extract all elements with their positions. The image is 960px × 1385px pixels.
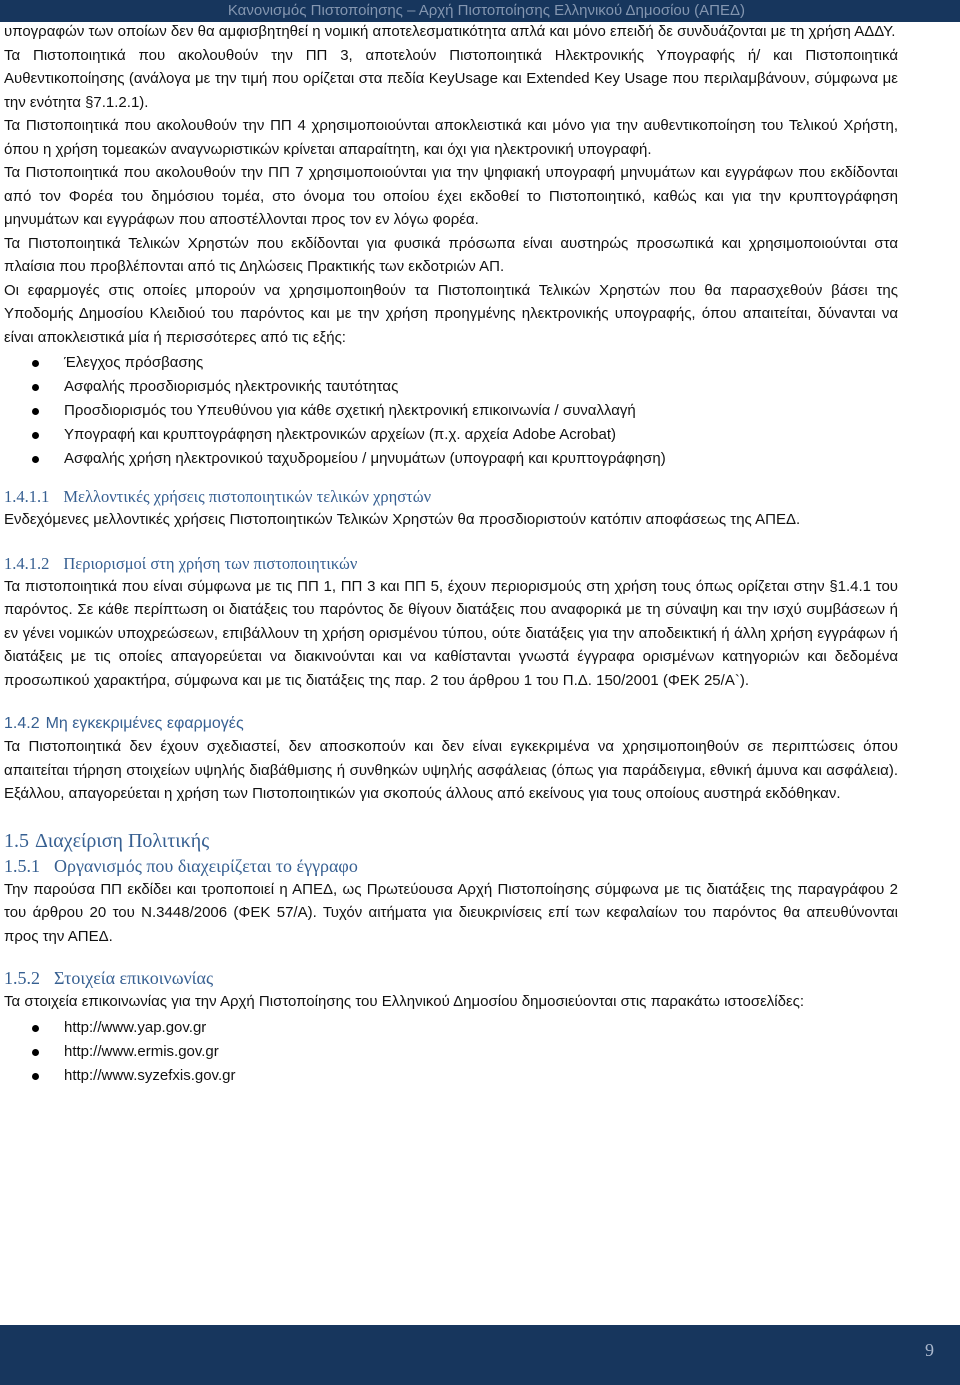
- document-body: [4, 20, 898, 1088]
- section-title: Μελλοντικές χρήσεις πιστοποιητικών τελικών χρηστών: [63, 487, 432, 506]
- list-item: [4, 399, 898, 423]
- bullet-icon: [32, 456, 39, 463]
- list-item: [4, 351, 898, 375]
- section-number: 1.4.1.1: [4, 487, 50, 506]
- bullet-icon: [32, 384, 39, 391]
- list-item-text: Προσδιορισμός του Υπευθύνου για κάθε σχετική ηλεκτρονική επικοινωνία / συναλλαγή: [64, 402, 636, 419]
- paragraph: Τα στοιχεία επικοινωνίας για την Αρχή Πιστοποίησης του Ελληνικού Δημοσίου δημοσιεύονται στις παρακάτω ιστοσελίδες:: [4, 993, 805, 1010]
- paragraph: υπογραφών των οποίων δεν θα αμφισβητηθεί η νομική αποτελεσματικότητα απλά και μόνο επειδή δε συνδυάζονται με τη χρήση ΑΔΔΥ.: [4, 23, 896, 40]
- running-title: Κανονισμός Πιστοποίησης – Αρχή Πιστοποίησης Ελληνικού Δημοσίου (ΑΠΕΔ): [227, 2, 745, 19]
- list-item-text: Ασφαλής προσδιορισμός ηλεκτρονικής ταυτότητας: [64, 378, 399, 395]
- list-item: [4, 1040, 898, 1064]
- website-link[interactable]: http://www.ermis.gov.gr: [64, 1042, 219, 1060]
- section-title: Οργανισμός που διαχειρίζεται το έγγραφο: [54, 855, 358, 876]
- section-heading-1-5-2: [4, 966, 898, 990]
- paragraph: Την παρούσα ΠΠ εκδίδει και τροποποιεί η ΑΠΕΔ, ως Πρωτεύουσα Αρχή Πιστοποίησης σύμφωνα με τις διατάξεις της παραγράφου 2 του άρθρου 20 του Ν.3448/2006 (ΦΕΚ 57/Α). Τυχόν αιτήματα για διευκρινίσεις επί των κεφαλαίων του παρόντος θα απευθύνονται προς την ΑΠΕΔ.: [4, 880, 898, 945]
- uses-list: [4, 351, 898, 471]
- section-heading-1-4-2: [4, 712, 898, 735]
- section-heading-1-5-1: [4, 854, 898, 878]
- website-link[interactable]: http://www.syzefxis.gov.gr: [64, 1066, 236, 1084]
- section-heading-1-4-1-2: [4, 552, 898, 575]
- bullet-icon: [32, 1025, 39, 1032]
- section-title: Περιορισμοί στη χρήση των πιστοποιητικών: [63, 553, 358, 573]
- page-number: 9: [925, 1340, 934, 1360]
- paragraph: Τα Πιστοποιητικά Τελικών Χρηστών που εκδίδονται για φυσικά πρόσωπα είναι αυστηρώς προσωπικά και χρησιμοποιούνται στα πλαίσια που προβλέπονται από τις Δηλώσεις Πρακτικής των εκδοτριών ΑΠ.: [4, 234, 898, 275]
- footer-band: [0, 1325, 960, 1385]
- paragraph: Τα Πιστοποιητικά δεν έχουν σχεδιαστεί, δεν αποσκοπούν και δεν είναι εγκεκριμένα να χρησιμοποιηθούν σε περιπτώσεις όπου απαιτείται τήρηση στοιχείων υψηλής διαβάθμισης ή συνθηκών υψηλής ασφάλειας (όπως για παράδειγμα, εθνική άμυνα και ασφάλεια). Εξάλλου, απαγορεύεται η χρήση των Πιστοποιητικών για σκοπούς άλλους από εκείνους για τους οποίους αυστηρά εκδόθηκαν.: [4, 738, 898, 802]
- section-heading-1-4-1-1: [4, 485, 898, 508]
- section-number: 1.4.1.2: [4, 553, 50, 573]
- website-link[interactable]: http://www.yap.gov.gr: [64, 1018, 207, 1036]
- list-item: [4, 375, 898, 399]
- paragraph: Ενδεχόμενες μελλοντικές χρήσεις Πιστοποιητικών Τελικών Χρηστών θα προσδιοριστούν κατόπιν αποφάσεως της ΑΠΕΔ.: [4, 511, 801, 528]
- paragraph: Τα Πιστοποιητικά που ακολουθούν την ΠΠ 7 χρησιμοποιούνται για την ψηφιακή υπογραφή μηνυμάτων και εγγράφων που εκδίδονται από τον Φορέα του δημόσιου τομέα, στο όνομα του οποίου έχει εκδοθεί το Πιστοποιητικό, καθώς και για την κρυπτογράφηση μηνυμάτων και εγγράφων που αποστέλλονται προς τον εν λόγω φορέα.: [4, 164, 898, 228]
- section-number: 1.4.2: [4, 715, 40, 732]
- paragraph: Τα Πιστοποιητικά που ακολουθούν την ΠΠ 3, αποτελούν Πιστοποιητικά Ηλεκτρονικής Υπογραφής ή/ και Πιστοποιητικά Αυθεντικοποίησης (ανάλογα με την τιμή που ορίζεται στα πεδία KeyUsage και Extended Key Usage που περιλαμβάνουν, σύμφωνα με την ενότητα §7.1.2.1).: [4, 46, 898, 111]
- bullet-icon: [32, 1049, 39, 1056]
- section-title: Μη εγκεκριμένες εφαρμογές: [45, 715, 244, 732]
- list-item: [4, 423, 898, 447]
- paragraph: Τα Πιστοποιητικά που ακολουθούν την ΠΠ 4 χρησιμοποιούνται αποκλειστικά και μόνο για την αυθεντικοποίηση του Τελικού Χρήστη, όπου η χρήση τομεακών αναγνωριστικών κρίνεται απαραίτητη, και όχι για ηλεκτρονική υπογραφή.: [4, 117, 898, 158]
- list-item: [4, 447, 898, 471]
- list-item: [4, 1016, 898, 1040]
- section-number: 1.5: [4, 829, 29, 852]
- section-title: Διαχείριση Πολιτικής: [35, 829, 210, 852]
- section-number: 1.5.1: [4, 855, 40, 876]
- bullet-icon: [32, 408, 39, 415]
- paragraph: Οι εφαρμογές στις οποίες μπορούν να χρησιμοποιηθούν τα Πιστοποιητικά Τελικών Χρηστών που θα παρασχεθούν βάσει της Υποδομής Δημοσίου Κλειδιού του παρόντος και με την χρήση προηγμένης ηλεκτρονικής υπογραφής, όπου απαιτείται, δύνανται να είναι αποκλειστικά μία ή περισσότερες από τις εξής:: [4, 281, 898, 346]
- list-item: [4, 1064, 898, 1088]
- header-band: [0, 0, 960, 22]
- section-heading-1-5: [4, 828, 898, 854]
- list-item-text: Υπογραφή και κρυπτογράφηση ηλεκτρονικών αρχείων (π.χ. αρχεία Adobe Acrobat): [64, 426, 616, 443]
- list-item-text: Ασφαλής χρήση ηλεκτρονικού ταχυδρομείου / μηνυμάτων (υπογραφή και κρυπτογράφηση): [64, 450, 666, 467]
- bullet-icon: [32, 1073, 39, 1080]
- paragraph: Τα πιστοποιητικά που είναι σύμφωνα με τις ΠΠ 1, ΠΠ 3 και ΠΠ 5, έχουν περιορισμούς στη χρήση τους όπως ορίζεται στην §1.4.1 του παρόντος. Σε κάθε περίπτωση οι διατάξεις του παρόντος δε θίγουν διατάξεις που αναφορικά με τη σύναψη και την ισχύ συμβάσεων ή εν γένει νομικών υποχρεώσεων, επιβάλλουν τη χρήση ορισμένου τύπου, ούτε διατάξεις για την αποδεικτική ή άλλη χρήση εγγράφων ή διατάξεις με τις οποίες απαγορεύεται να διακινούνται και να καθίστανται γνωστά έγγραφα ορισμένων κατηγοριών και δεδομένα προσωπικού χαρακτήρα, σύμφωνα και με τις διατάξεις της παρ. 2 του άρθρου 1 του Π.Δ. 150/2001 (ΦΕΚ 25/Α`).: [4, 577, 898, 689]
- section-title: Στοιχεία επικοινωνίας: [54, 968, 214, 988]
- list-item-text: Έλεγχος πρόσβασης: [64, 354, 204, 371]
- bullet-icon: [32, 360, 39, 367]
- bullet-icon: [32, 432, 39, 439]
- links-list: [4, 1016, 898, 1088]
- section-number: 1.5.2: [4, 968, 40, 988]
